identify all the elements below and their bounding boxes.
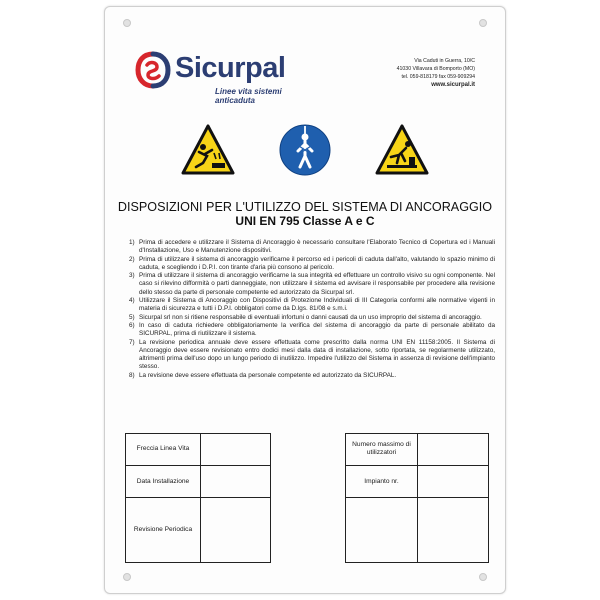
brand-tagline: Linee vita sistemi anticaduta	[215, 87, 282, 105]
brand-name: Sicurpal	[175, 52, 286, 84]
installation-form	[125, 433, 489, 563]
mounting-hole	[123, 573, 131, 581]
rule-item: 3) Prima di utilizzare il sistema di ancoraggio verificarne la sua integrità ed effettuare un controllo visivo su ogni componente. Nel caso si rilevino difformità o parti danneggiate, non utilizzare il sistema ed avvisare il responsabile per procedere alla revisione dello stesso da parte di personale competente ed autorizzato da Sicurpal srl.	[129, 272, 495, 296]
contact-block	[355, 57, 475, 89]
contact-address: Via Caduti in Guerra, 10/C	[414, 58, 475, 64]
rule-item: 5) Sicurpal srl non si ritiene responsabile di eventuali infortuni o danni causati da un uso improprio del sistema di ancoraggio.	[129, 313, 482, 321]
contact-city: 41030 Villavara di Bomporto (MO)	[396, 66, 475, 72]
rule-item: 8) La revisione deve essere effettuata da personale competente ed autorizzato da SICURPAL.	[129, 371, 397, 379]
freccia-value-field[interactable]	[200, 433, 271, 466]
fall-hazard-icon	[181, 123, 235, 177]
safety-pictograms	[105, 123, 505, 179]
numero-utilizzatori-value-field[interactable]	[417, 433, 489, 466]
extra-field[interactable]	[345, 497, 418, 563]
mounting-hole	[123, 19, 131, 27]
sign-plate	[104, 6, 506, 594]
safety-harness-icon	[278, 123, 332, 177]
data-installazione-label: Data Installazione	[136, 478, 190, 485]
revisione-label: Revisione Periodica	[133, 526, 193, 533]
rule-item: 1) Prima di accedere e utilizzare il Sistema di Ancoraggio è necessario consultare l'Elaborato Tecnico di Copertura ed i Manuali d'Installazione, Uso e Manutenzione dispositivi.	[129, 239, 495, 255]
trip-hazard-icon	[375, 123, 429, 177]
document-subtitle: UNI EN 795 Classe A e C	[235, 214, 375, 228]
freccia-label: Freccia Linea Vita	[136, 445, 190, 452]
company-logo	[135, 49, 315, 103]
rule-item: 4) Utilizzare il Sistema di Ancoraggio con Dispositivi di Protezione Individuali di III Categoria conformi alle normative vigenti in materia di sicurezza e tutti i D.P.I. obbligatori come da D.lgs. 81/08 e s.m.i.	[129, 297, 495, 313]
mounting-hole	[479, 573, 487, 581]
data-installazione-value-field[interactable]	[200, 465, 271, 498]
rule-item: 2) Prima di utilizzare il sistema di ancoraggio verificarne il percorso ed i pericoli di caduta dall'alto, valutando lo spazio minimo di caduta, e scegliendo i D.P.I. con tirante d'aria più consono al pericolo.	[129, 255, 495, 271]
extra-field[interactable]	[417, 497, 489, 563]
rule-item: 6) In caso di caduta richiedere obbligatoriamente la verifica del sistema di ancoraggio da parte di personale abilitato da SICURPAL, prima di riutilizzare il sistema.	[129, 321, 495, 338]
contact-phone: tel. 059-818179 fax 059-909294	[401, 74, 475, 80]
impianto-label: Impianto nr.	[364, 478, 399, 485]
logo-mark-icon	[135, 51, 171, 89]
numero-utilizzatori-label: Numero massimo di utilizzatori	[352, 441, 411, 456]
rules-list	[129, 239, 495, 380]
contact-website: www.sicurpal.it	[431, 82, 475, 88]
document-title: DISPOSIZIONI PER L'UTILIZZO DEL SISTEMA DI ANCORAGGIO	[117, 200, 493, 214]
impianto-value-field[interactable]	[417, 465, 489, 498]
rule-item: 7) La revisione periodica annuale deve essere effettuata come prescritto dalla norma UNI EN 11158:2005. Il Sistema di Ancoraggio deve essere revisionato entro dodici mesi dalla data di installazione, sotto riportata, se regolarmente utilizzato, altrimenti prima dell'uso dopo un lungo periodo di inutilizzo. Impedire l'utilizzo del Sistema in assenza di revisione dell'impianto stesso.	[129, 338, 495, 371]
revisione-value-field[interactable]	[200, 497, 271, 563]
mounting-hole	[479, 19, 487, 27]
